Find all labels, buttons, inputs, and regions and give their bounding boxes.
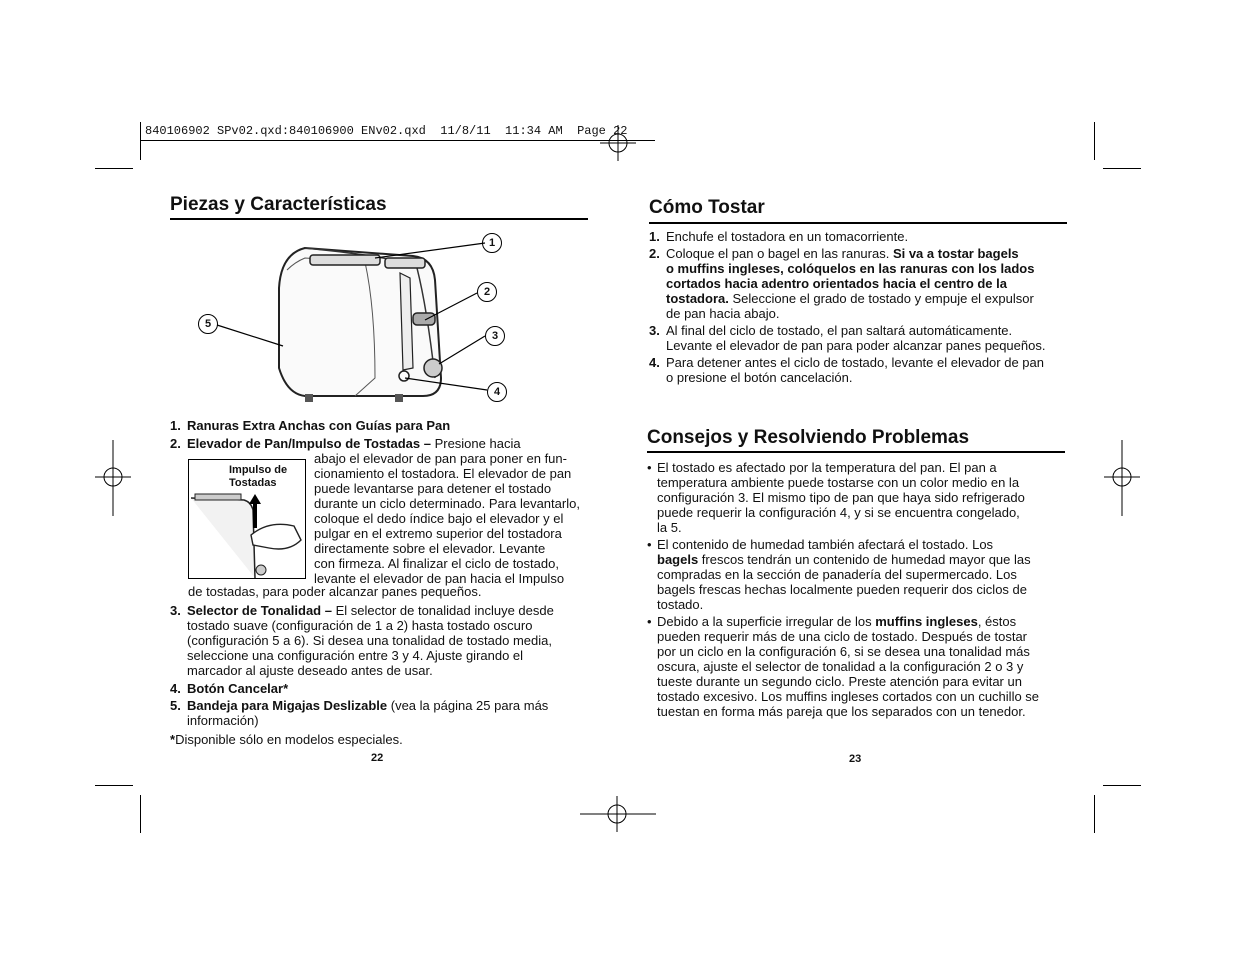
step-4: 4. Para detener antes el ciclo de tostado, levante el elevador de pan o presione el botón cancelación. [649,355,1044,385]
registration-mark-right [1104,440,1140,516]
parts-list [170,418,590,451]
right-title-tips-rule [647,451,1065,453]
tip-3: • Debido a la superficie irregular de los muffins ingleses, éstos pueden requerir más de una ciclo de tostado. Después de tostar por un ciclo en la configuración 6, si se desea una tonalidad más oscura, ajuste el selector de tonalidad a la configuración 2 o 3 y tueste durante un segundo ciclo. Preste atención para evitar un tostado excesivo. Los muffins ingleses cortados con un cuchillo se tuestan en forma más pareja que los separados con un tenedor. [647,614,1040,719]
page-number-left: 22 [371,752,384,764]
parts-item-2: 2. Elevador de Pan/Impulso de Tostadas – Presione hacia [170,436,521,451]
tips-list [647,460,1067,719]
page-number-right: 23 [849,753,862,765]
callout-3: 3 [485,326,505,346]
registration-mark-left [95,440,131,516]
registration-mark-bottom [580,796,656,832]
item2-tail: de tostadas, para poder alcanzar panes pequeños. [188,584,482,599]
parts-item-1: 1. Ranuras Extra Anchas con Guías para Pan [170,418,451,433]
step-1: 1. Enchufe el tostadora en un tomacorriente. [649,229,909,244]
callout-4: 4 [487,382,507,402]
parts-item-5: 5. Bandeja para Migajas Deslizable (vea la página 25 para más información) [170,698,549,728]
left-title: Piezas y Características [170,194,387,215]
inset-illustration [188,459,306,579]
callout-5: 5 [198,314,218,334]
callout-1: 1 [482,233,502,253]
tip-1: • El tostado es afectado por la temperatura del pan. El pan a temperatura ambiente puede tostarse con un color medio en la configuración 3. El mismo tipo de pan que haya sido refrigerado puede requerir la configuración 4, y si se encuentra congelado, la 5. [647,460,1025,535]
right-title-toast-rule [649,222,1067,224]
file-slug: 840106902 SPv02.qxd:840106900 ENv02.qxd 11/8/11 11:34 AM Page 22 [145,124,628,138]
parts-item-4: 4. Botón Cancelar* [170,681,289,696]
footnote: *Disponible sólo en modelos especiales. [170,732,403,747]
left-title-rule [170,218,588,220]
toaster-illustration [195,228,515,413]
callout-2: 2 [477,282,497,302]
toast-steps [649,229,1069,385]
step-3: 3. Al final del ciclo de tostado, el pan saltará automáticamente. Levante el elevador de pan para poder alcanzar panes pequeños. [649,323,1046,353]
step-2: 2. Coloque el pan o bagel en las ranuras. Si va a tostar bagels o muffins ingleses, colóquelos en las ranuras con los lados cortados hacia adentro orientados hacia el centro de la tostadora. Seleccione el grado de tostado y empuje el expulsor de pan hacia abajo. [649,246,1035,321]
tip-2: • El contenido de humedad también afectará el tostado. Los bagels frescos tendrán un contenido de humedad mayor que las compradas en la sección de panadería del supermercado. Los bagels frescas hechas localmente pueden requerir dos ciclos de tostado. [647,537,1031,612]
item2-body: abajo el elevador de pan para poner en fun- cionamiento el tostadora. El elevador de pan puede levantarse para detener el tostado durante un ciclo determinado. Para levantarlo, coloque el dedo índice bajo el elevador y el pulgar en el extremo superior del tostadora directamente sobre el elevador. Levante con firmeza. Al finalizar el ciclo de tostado, levante el elevador de pan hacia el Impulso [314,451,580,586]
inset-label: Impulso de Tostadas [229,464,288,489]
right-title-toast: Cómo Tostar [649,197,765,218]
hand-lever-icon [189,490,305,578]
parts-item-3: 3. Selector de Tonalidad – El selector de tonalidad incluye desde tostado suave (configuración de 1 a 2) hasta tostado oscuro (configuración 5 a 6). Si desea una tonalidad de tostado media, seleccione una configuración entre 3 y 4. Ajuste girando el marcador al ajuste deseado antes de usar. [170,603,554,678]
right-title-tips: Consejos y Resolviendo Problemas [647,427,970,448]
